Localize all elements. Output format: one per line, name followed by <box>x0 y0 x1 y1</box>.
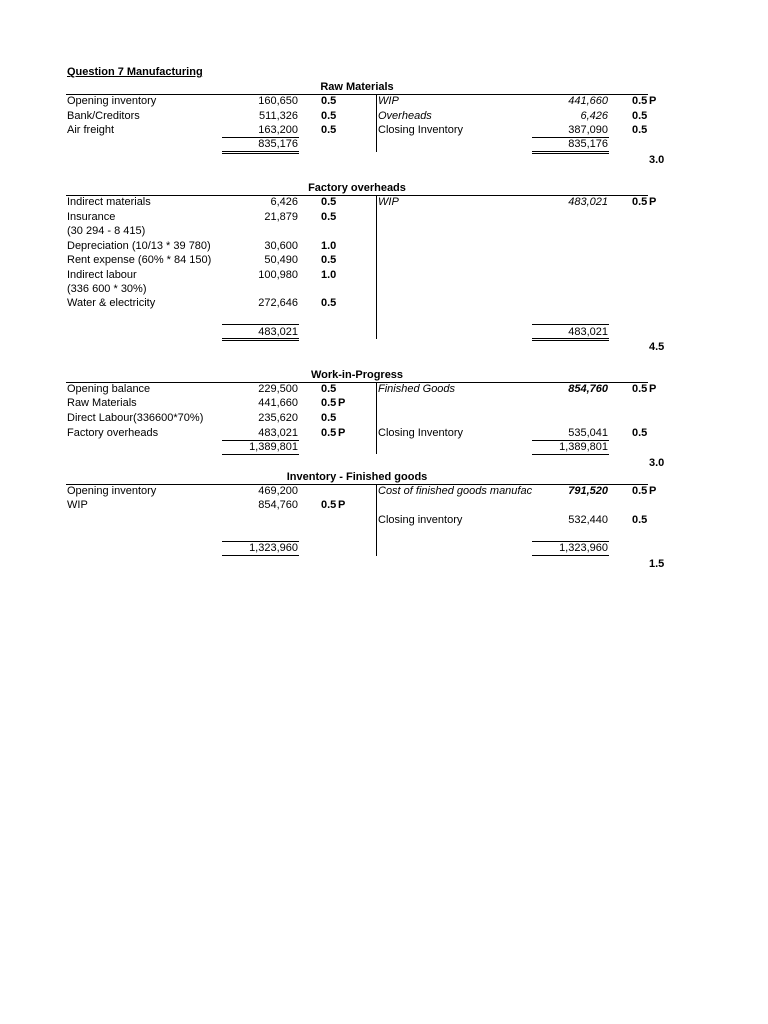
left-total: 483,021 <box>258 326 298 338</box>
row-flag: P <box>649 196 657 208</box>
double-rule <box>532 340 609 341</box>
row-amount: 387,090 <box>568 124 608 136</box>
row-amount: 854,760 <box>258 499 298 511</box>
t-account-divider <box>376 484 377 556</box>
row-mark: 0.5 <box>632 124 648 136</box>
row-flag: P <box>649 95 657 107</box>
row-mark: 0.5 <box>321 383 337 395</box>
t-account-divider <box>376 195 377 339</box>
row-note: (30 294 - 8 415) <box>67 225 146 237</box>
row-label: Depreciation (10/13 * 39 780) <box>67 240 211 252</box>
row-label: Opening inventory <box>67 485 157 497</box>
row-label: Air freight <box>67 124 115 136</box>
single-rule <box>532 555 609 556</box>
left-total: 1,323,960 <box>249 542 298 554</box>
row-mark: 0.5 <box>321 196 337 208</box>
row-amount: 21,879 <box>264 211 298 223</box>
right-total: 1,323,960 <box>559 542 608 554</box>
row-label: Water & electricity <box>67 297 156 309</box>
row-flag: P <box>649 485 657 497</box>
row-mark: 0.5 <box>321 297 337 309</box>
double-rule <box>222 340 299 341</box>
row-mark: 0.5 <box>321 499 337 511</box>
row-label: Closing Inventory <box>378 124 463 136</box>
row-label: Rent expense (60% * 84 150) <box>67 254 212 266</box>
section-heading: Work-in-Progress <box>310 369 404 381</box>
row-mark: 0.5 <box>321 95 337 107</box>
row-amount: 791,520 <box>568 485 608 497</box>
row-amount: 441,660 <box>258 397 298 409</box>
row-label: Finished Goods <box>378 383 456 395</box>
left-total: 835,176 <box>258 138 298 150</box>
row-label: Indirect materials <box>67 196 151 208</box>
single-rule <box>222 454 299 455</box>
row-label: Closing Inventory <box>378 427 463 439</box>
row-amount: 854,760 <box>568 383 608 395</box>
row-flag: P <box>338 427 346 439</box>
section-mark: 4.5 <box>649 341 665 353</box>
row-mark: 0.5 <box>321 397 337 409</box>
row-flag: P <box>338 397 346 409</box>
row-label: Insurance <box>67 211 116 223</box>
row-flag: P <box>649 383 657 395</box>
double-rule <box>222 338 299 339</box>
row-mark: 0.5 <box>632 485 648 497</box>
row-mark: 0.5 <box>321 412 337 424</box>
row-amount: 441,660 <box>568 95 608 107</box>
row-label: Direct Labour(336600*70%) <box>67 412 204 424</box>
section-mark: 3.0 <box>649 154 665 166</box>
double-rule <box>532 338 609 339</box>
row-label: Indirect labour <box>67 269 137 281</box>
row-amount: 535,041 <box>568 427 608 439</box>
row-label: Bank/Creditors <box>67 110 140 122</box>
row-amount: 532,440 <box>568 514 608 526</box>
row-amount: 235,620 <box>258 412 298 424</box>
row-mark: 0.5 <box>321 254 337 266</box>
row-amount: 469,200 <box>258 485 298 497</box>
row-amount: 483,021 <box>568 196 608 208</box>
row-label: Opening inventory <box>67 95 157 107</box>
row-amount: 100,980 <box>258 269 298 281</box>
row-amount: 272,646 <box>258 297 298 309</box>
section-heading: Inventory - Finished goods <box>286 471 428 483</box>
row-mark: 0.5 <box>632 110 648 122</box>
t-account-divider <box>376 94 377 152</box>
row-mark: 0.5 <box>632 383 648 395</box>
row-amount: 6,426 <box>580 110 608 122</box>
section-mark: 1.5 <box>649 558 665 570</box>
row-mark: 0.5 <box>321 211 337 223</box>
row-amount: 30,600 <box>264 240 298 252</box>
left-total: 1,389,801 <box>249 441 298 453</box>
row-label: Factory overheads <box>67 427 159 439</box>
row-amount: 511,326 <box>259 110 298 122</box>
section-heading: Factory overheads <box>308 182 406 194</box>
row-mark: 1.0 <box>321 269 337 281</box>
row-note: (336 600 * 30%) <box>67 283 147 295</box>
single-rule <box>532 454 609 455</box>
row-flag: P <box>338 499 346 511</box>
row-mark: 1.0 <box>321 240 337 252</box>
row-label: Cost of finished goods manufac <box>378 485 532 497</box>
row-label: WIP <box>378 196 399 208</box>
row-mark: 0.5 <box>632 196 648 208</box>
row-mark: 0.5 <box>632 427 648 439</box>
section-mark: 3.0 <box>649 457 665 469</box>
row-mark: 0.5 <box>321 427 337 439</box>
row-mark: 0.5 <box>321 110 337 122</box>
row-label: Closing inventory <box>378 514 463 526</box>
t-account-divider <box>376 382 377 454</box>
row-mark: 0.5 <box>632 514 648 526</box>
row-amount: 50,490 <box>264 254 298 266</box>
row-label: Raw Materials <box>67 397 137 409</box>
single-rule <box>222 555 299 556</box>
right-total: 835,176 <box>568 138 608 150</box>
row-label: Overheads <box>378 110 432 122</box>
double-rule <box>532 151 609 152</box>
row-label: WIP <box>67 499 88 511</box>
row-amount: 163,200 <box>258 124 298 136</box>
double-rule <box>222 153 299 154</box>
right-total: 483,021 <box>568 326 608 338</box>
row-label: WIP <box>378 95 399 107</box>
section-heading: Raw Materials <box>320 81 394 93</box>
row-label: Opening balance <box>67 383 151 395</box>
row-amount: 160,650 <box>258 95 298 107</box>
row-mark: 0.5 <box>321 124 337 136</box>
row-amount: 6,426 <box>270 196 298 208</box>
page-title: Question 7 Manufacturing <box>67 66 203 78</box>
row-amount: 483,021 <box>258 427 298 439</box>
row-mark: 0.5 <box>632 95 648 107</box>
row-amount: 229,500 <box>258 383 298 395</box>
right-total: 1,389,801 <box>559 441 608 453</box>
double-rule <box>222 151 299 152</box>
double-rule <box>532 153 609 154</box>
